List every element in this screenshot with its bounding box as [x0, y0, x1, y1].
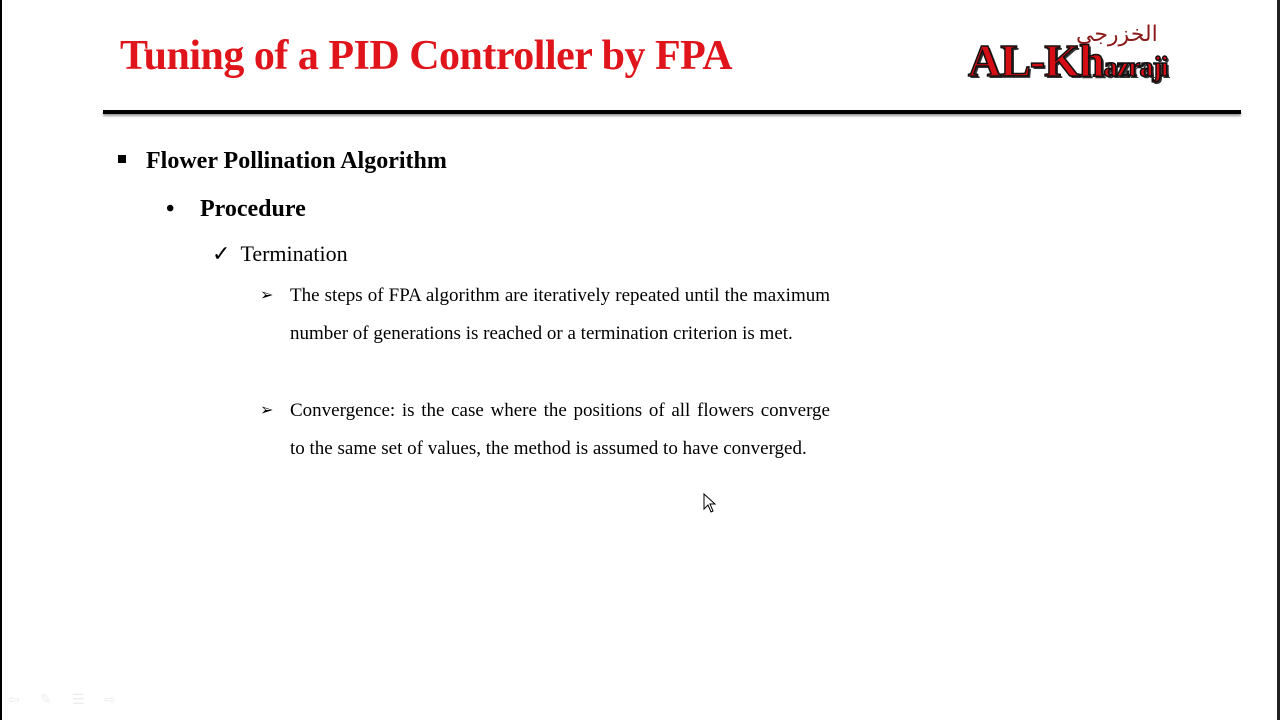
- bullet-point-text: The steps of FPA algorithm are iteratively repeated until the maximum number of generations is reached or a termination criterion is met.: [290, 285, 830, 344]
- logo: [968, 22, 1188, 92]
- pen-icon[interactable]: ✎: [40, 692, 52, 708]
- arrow-bullet-icon: ➢: [260, 402, 274, 419]
- bullet-point-text: Convergence: is the case where the positions of all flowers converge to the same set of values, the method is assumed to have converged.: [290, 400, 830, 459]
- arrow-bullet-icon: ➢: [260, 287, 274, 304]
- forward-arrow-icon[interactable]: ⇨: [104, 692, 116, 708]
- menu-icon[interactable]: ☰: [72, 692, 85, 708]
- bullet-level-1: [118, 148, 447, 175]
- bullet-level-3: [212, 241, 348, 267]
- slide-left-edge: [0, 0, 2, 720]
- bullet-level-2: [166, 196, 306, 223]
- logo-main-text: [968, 34, 1168, 87]
- slide-title: Tuning of a PID Controller by FPA: [120, 33, 733, 79]
- mouse-cursor-icon: [703, 493, 717, 513]
- slideshow-toolbar: [8, 692, 122, 708]
- logo-small: azraji: [1103, 52, 1168, 83]
- logo-arabic-text: الخزرجي: [1076, 22, 1158, 47]
- logo-main: AL-Kh: [968, 35, 1104, 86]
- title-divider: [103, 110, 1241, 114]
- bullet-point-termination: [260, 277, 830, 353]
- bullet-level-3-text: Termination: [240, 241, 348, 266]
- bullet-level-2-text: Procedure: [200, 196, 306, 222]
- bullet-point-convergence: [260, 392, 830, 468]
- round-bullet-icon: •: [166, 196, 175, 222]
- square-bullet-icon: [118, 155, 126, 163]
- checkmark-icon: ✓: [212, 241, 231, 266]
- back-arrow-icon[interactable]: ⇦: [8, 692, 20, 708]
- bullet-level-1-text: Flower Pollination Algorithm: [146, 148, 447, 174]
